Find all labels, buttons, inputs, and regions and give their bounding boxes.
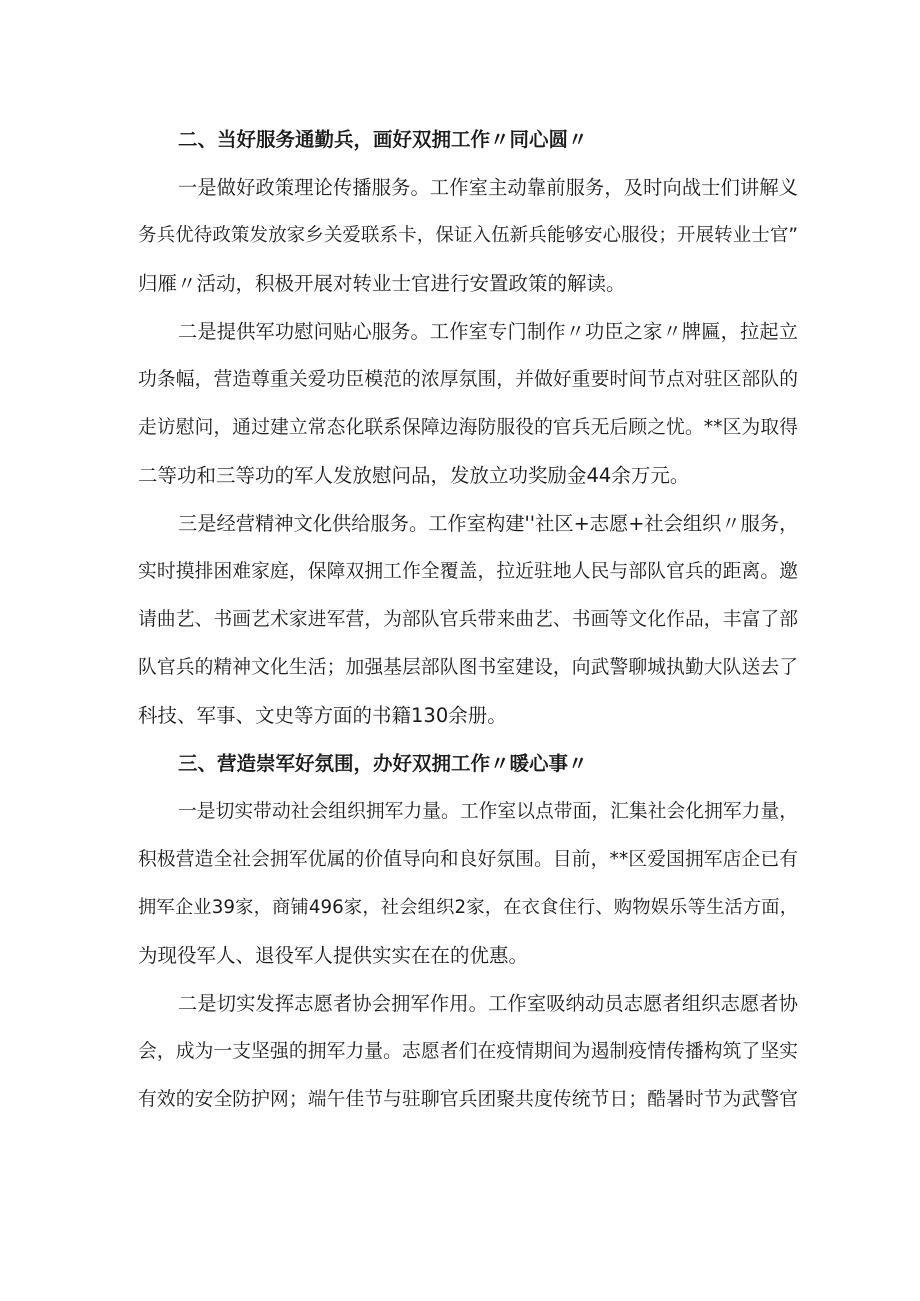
paragraph-line: 二等功和三等功的军人发放慰问品，发放立功奖励金44余万元。 bbox=[138, 464, 690, 487]
paragraph-line: 科技、军事、文史等方面的书籍130余册。 bbox=[138, 704, 507, 727]
paragraph-line: 一是切实带动社会组织拥军力量。工作室以点带面，汇集社会化拥军力量， bbox=[178, 801, 798, 822]
paragraph-line: 务兵优待政策发放家乡关爱联系卡，保证入伍新兵能够安心服役；开展转业士官” bbox=[138, 225, 798, 246]
paragraph-line: 功条幅，营造尊重关爱功臣模范的浓厚氛围，并做好重要时间节点对驻区部队的 bbox=[138, 369, 798, 390]
paragraph-line: 会，成为一支坚强的拥军力量。志愿者们在疫情期间为遏制疫情传播构筑了坚实 bbox=[138, 1041, 798, 1062]
paragraph-line: 三是经营精神文化供给服务。工作室构建''社区+志愿+社会组织〃服务， bbox=[178, 512, 799, 535]
paragraph-line: 拥军企业39家，商铺496家，社会组织2家，在衣食住行、购物娱乐等生活方面， bbox=[138, 897, 798, 918]
paragraph-line: 请曲艺、书画艺术家进军营，为部队官兵带来曲艺、书画等文化作品，丰富了部 bbox=[138, 609, 798, 630]
paragraph-line: 归雁〃活动，积极开展对转业士官进行安置政策的解读。 bbox=[138, 272, 626, 295]
section-heading-2: 二、当好服务通勤兵，画好双拥工作〃同心圆〃 bbox=[178, 128, 588, 151]
paragraph-line: 实时摸排困难家庭，保障双拥工作全覆盖，拉近驻地人民与部队官兵的距离。邀 bbox=[138, 561, 798, 582]
paragraph-line: 二是切实发挥志愿者协会拥军作用。工作室吸纳动员志愿者组织志愿者协 bbox=[178, 992, 798, 1015]
paragraph-line: 队官兵的精神文化生活；加强基层部队图书室建设，向武警聊城执勤大队送去了 bbox=[138, 657, 798, 678]
paragraph-line: 一是做好政策理论传播服务。工作室主动靠前服务，及时向战士们讲解义 bbox=[178, 176, 798, 199]
paragraph-line: 有效的安全防护网；端午佳节与驻聊官兵团聚共度传统节日；酷暑时节为武警官 bbox=[138, 1089, 798, 1110]
paragraph-line: 为现役军人、退役军人提供实实在在的优惠。 bbox=[138, 944, 529, 967]
paragraph-line: 二是提供军功慰问贴心服务。工作室专门制作〃功臣之家〃牌匾，拉起立 bbox=[178, 320, 798, 343]
paragraph-line: 积极营造全社会拥军优属的价值导向和良好氛围。目前，**区爱国拥军店企已有 bbox=[138, 849, 798, 870]
section-heading-3: 三、营造崇军好氛围，办好双拥工作〃暖心事〃 bbox=[178, 752, 588, 775]
paragraph-line: 走访慰问，通过建立常态化联系保障边海防服役的官兵无后顾之忧。**区为取得 bbox=[138, 417, 798, 438]
